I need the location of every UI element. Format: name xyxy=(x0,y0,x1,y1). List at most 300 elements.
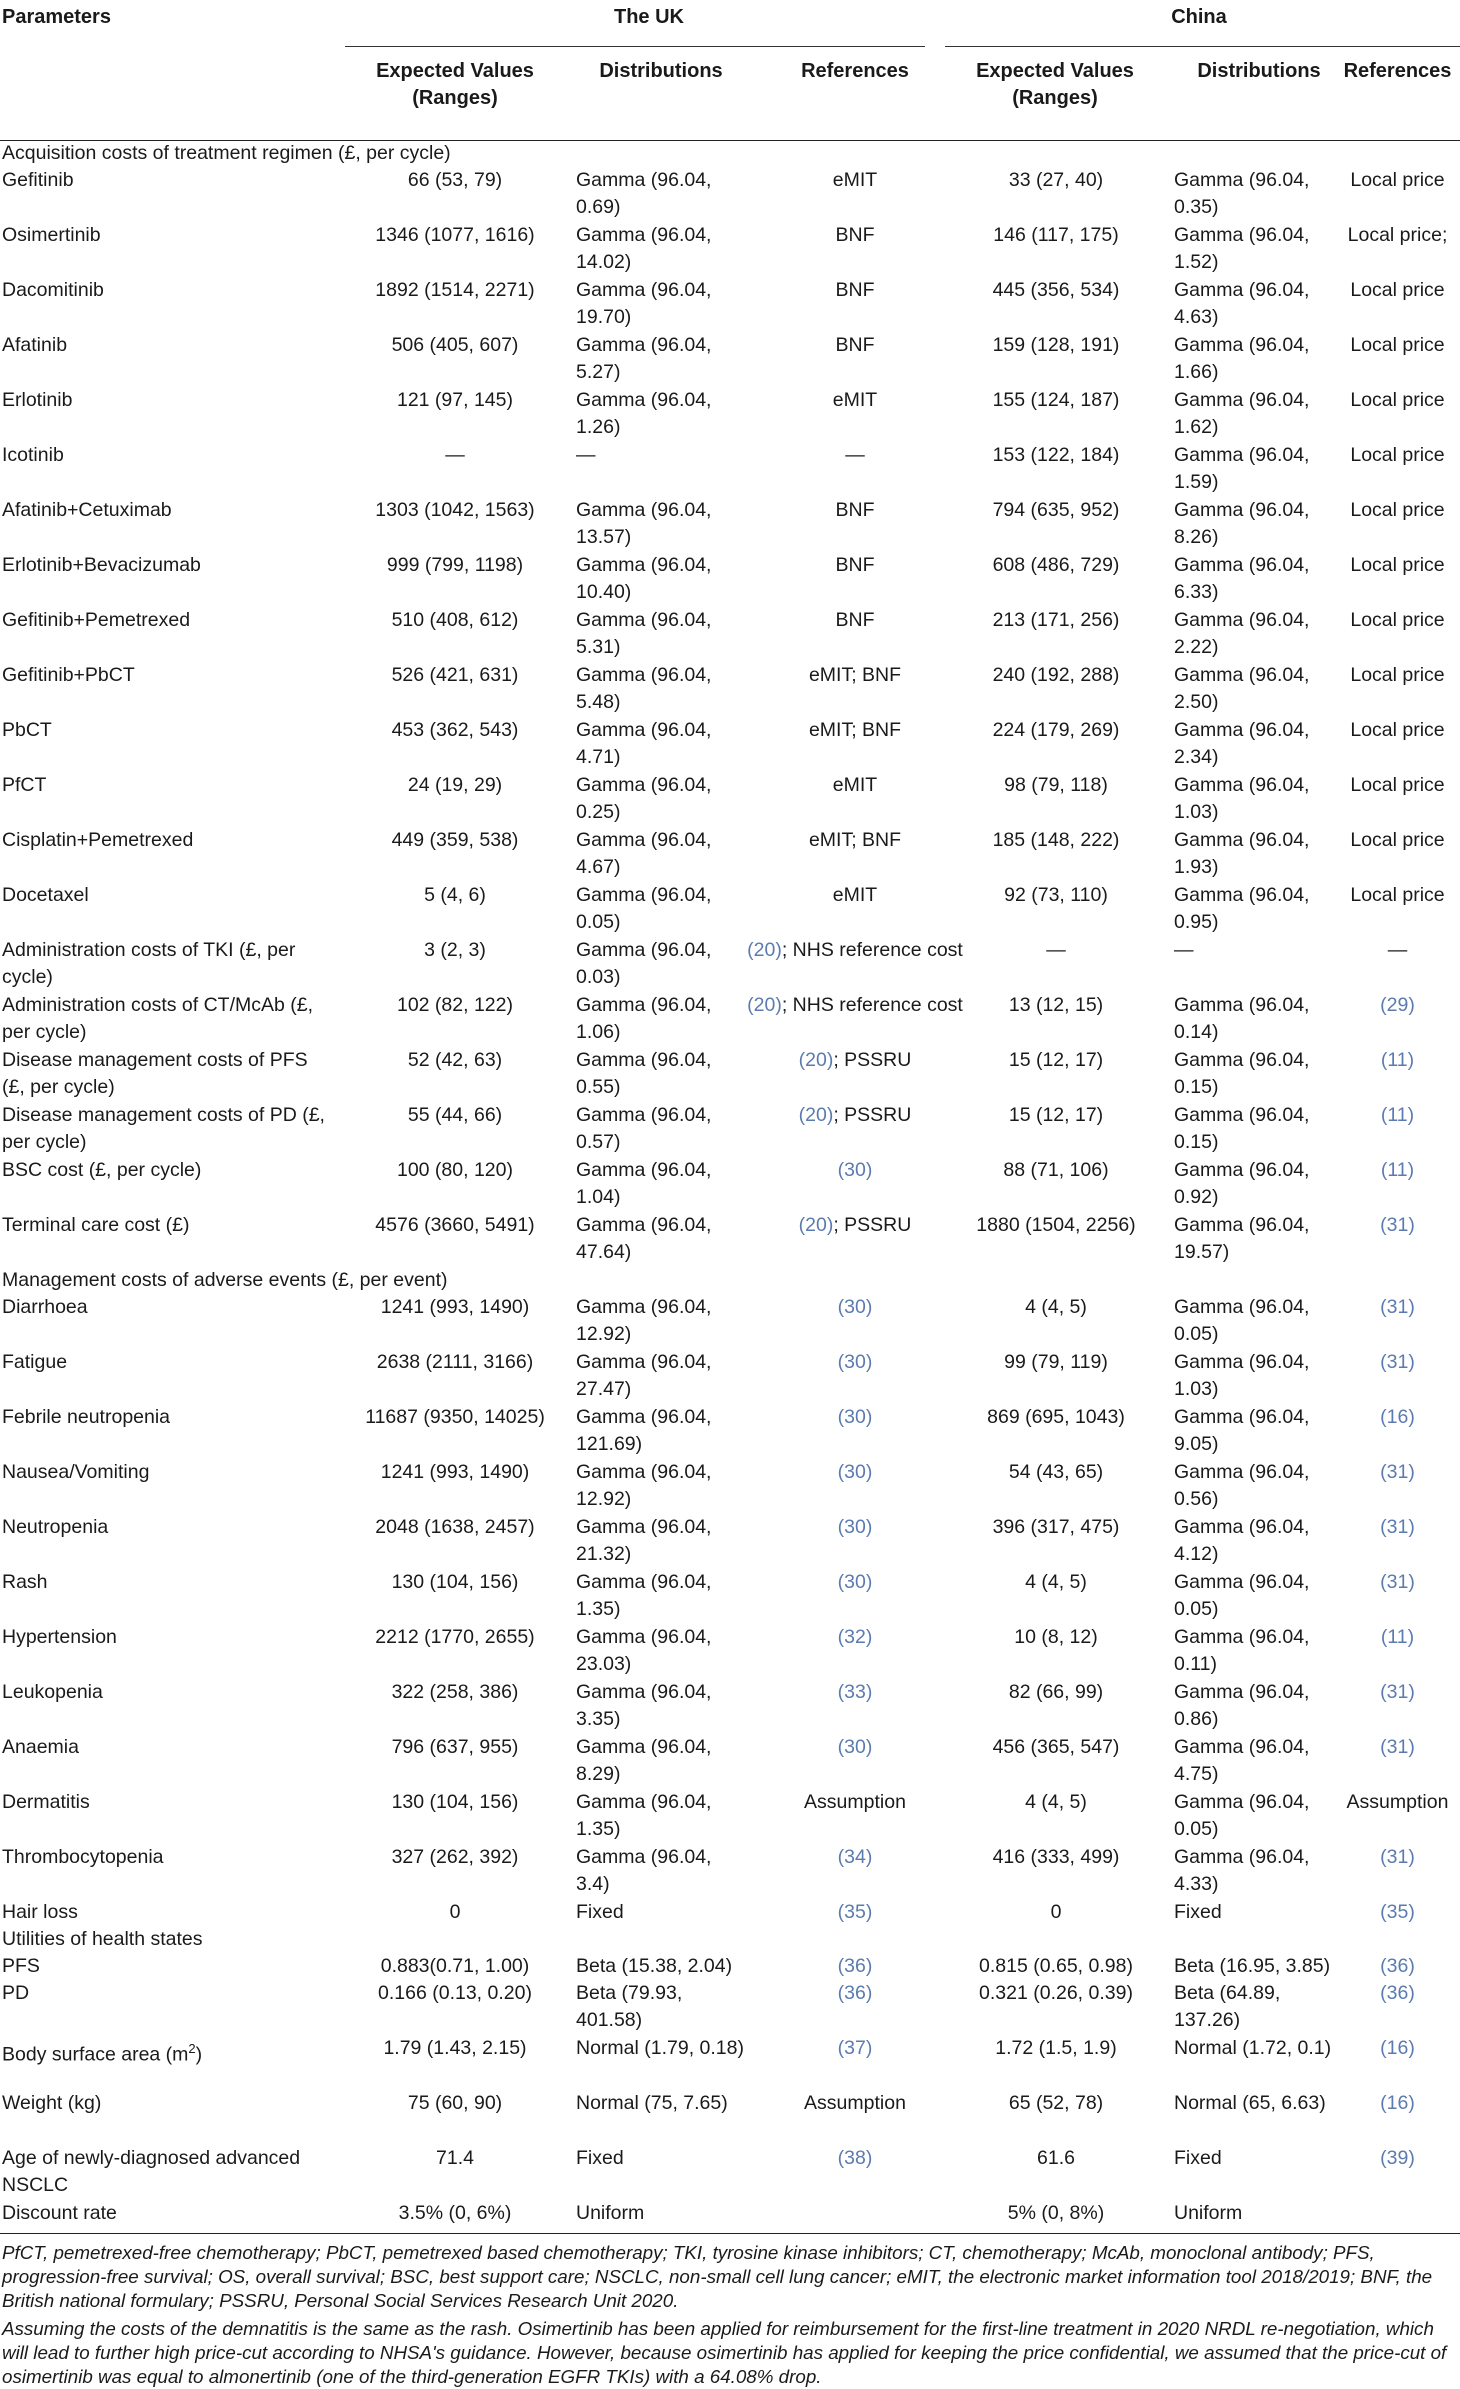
uk-reference-text: ; NHS reference cost xyxy=(781,994,963,1016)
table-row xyxy=(0,2200,1460,2227)
cn-distribution: — xyxy=(1174,939,1194,961)
parameter-text: Rash xyxy=(2,1571,48,1593)
row-parameter xyxy=(2,1157,332,1184)
cn-reference xyxy=(1335,497,1460,524)
cn-reference xyxy=(1335,882,1460,909)
table-row xyxy=(0,1047,1460,1102)
cn-expected-value: 0.815 (0.65, 0.98) xyxy=(979,1955,1133,1977)
cn-distribution: Gamma (96.04, 0.15) xyxy=(1174,1049,1310,1098)
row-parameter xyxy=(2,1102,332,1156)
cn-reference xyxy=(1335,277,1460,304)
uk-reference-text: BNF xyxy=(835,279,875,301)
citation-link[interactable]: (31) xyxy=(1380,1214,1415,1236)
uk-reference-text: BNF xyxy=(835,334,875,356)
citation-link[interactable]: (31) xyxy=(1380,1461,1415,1483)
citation-link[interactable]: (30) xyxy=(837,1351,873,1373)
parameter-text: Fatigue xyxy=(2,1351,68,1373)
cn-reference xyxy=(1335,1980,1460,2007)
uk-distribution: Gamma (96.04, 5.48) xyxy=(576,664,712,713)
uk-expected-value: 52 (42, 63) xyxy=(407,1049,503,1071)
uk-expected-value: 71.4 xyxy=(436,2147,474,2169)
china-group-rule xyxy=(945,46,1460,47)
citation-link[interactable]: (20) xyxy=(798,1214,834,1236)
row-parameter xyxy=(2,222,332,249)
cn-reference xyxy=(1335,717,1460,744)
uk-reference xyxy=(740,1844,970,1871)
cn-distribution: Gamma (96.04, 2.34) xyxy=(1174,719,1310,768)
uk-reference xyxy=(740,1212,970,1239)
table-row xyxy=(0,2145,1460,2200)
cn-distribution: Fixed xyxy=(1174,1901,1222,1923)
uk-reference xyxy=(740,442,970,469)
table-row xyxy=(0,1679,1460,1734)
uk-distribution: Gamma (96.04, 3.4) xyxy=(576,1846,712,1895)
cn-reference-text: Local price xyxy=(1350,884,1445,906)
table-row xyxy=(0,607,1460,662)
header-uk-distributions: Distributions xyxy=(599,60,723,82)
citation-link[interactable]: (16) xyxy=(1380,2037,1415,2059)
uk-distribution: Gamma (96.04, 0.57) xyxy=(576,1104,712,1153)
cn-reference-text: Local price xyxy=(1350,664,1445,686)
citation-link[interactable]: (30) xyxy=(837,1461,873,1483)
uk-distribution: Normal (1.79, 0.18) xyxy=(576,2037,744,2059)
cn-expected-value: 33 (27, 40) xyxy=(1008,169,1104,191)
uk-reference xyxy=(740,2090,970,2117)
row-parameter xyxy=(2,772,332,799)
uk-distribution: Gamma (96.04, 1.06) xyxy=(576,994,712,1043)
row-parameter xyxy=(2,1212,332,1239)
citation-link[interactable]: (16) xyxy=(1380,1406,1415,1428)
cn-expected-value: 416 (333, 499) xyxy=(992,1846,1120,1868)
uk-expected-value: 322 (258, 386) xyxy=(391,1681,519,1703)
uk-expected-value: 0 xyxy=(449,1901,461,1923)
cn-expected-value: 159 (128, 191) xyxy=(992,334,1120,356)
citation-link[interactable]: (29) xyxy=(1380,994,1415,1016)
citation-link[interactable]: (11) xyxy=(1380,1626,1415,1648)
table-row xyxy=(0,1157,1460,1212)
cn-expected-value: 445 (356, 534) xyxy=(992,279,1120,301)
uk-reference xyxy=(740,1349,970,1376)
uk-expected-value: 1241 (993, 1490) xyxy=(380,1296,530,1318)
citation-link[interactable]: (11) xyxy=(1380,1049,1415,1071)
section-title: Acquisition costs of treatment regimen (£, per cycle) xyxy=(2,142,451,164)
uk-reference xyxy=(740,332,970,359)
citation-link[interactable]: (35) xyxy=(1380,1901,1415,1923)
parameter-text: Terminal care cost (£) xyxy=(2,1214,190,1236)
cn-reference xyxy=(1335,1569,1460,1596)
uk-reference xyxy=(740,1734,970,1761)
row-parameter xyxy=(2,1514,332,1541)
table-row xyxy=(0,882,1460,937)
citation-link[interactable]: (33) xyxy=(837,1681,873,1703)
uk-distribution: Gamma (96.04, 0.25) xyxy=(576,774,712,823)
citation-link[interactable]: (36) xyxy=(1380,1982,1415,2004)
row-parameter xyxy=(2,552,332,579)
uk-expected-value: 453 (362, 543) xyxy=(391,719,519,741)
row-parameter xyxy=(2,332,332,359)
citation-link[interactable]: (30) xyxy=(837,1159,873,1181)
uk-reference-text: BNF xyxy=(835,224,875,246)
cn-distribution: Gamma (96.04, 19.57) xyxy=(1174,1214,1310,1263)
cn-reference xyxy=(1335,1212,1460,1239)
parameter-text: Osimertinib xyxy=(2,224,101,246)
table-row xyxy=(0,1844,1460,1899)
cn-distribution: Gamma (96.04, 1.59) xyxy=(1174,444,1310,493)
cn-expected-value: 146 (117, 175) xyxy=(993,224,1119,246)
row-parameter xyxy=(2,992,332,1046)
uk-reference xyxy=(740,1294,970,1321)
table-row xyxy=(0,1899,1460,1926)
uk-reference-text: eMIT; BNF xyxy=(808,664,902,686)
parameter-text: BSC cost (£, per cycle) xyxy=(2,1159,202,1181)
cn-expected-value: 54 (43, 65) xyxy=(1008,1461,1104,1483)
cn-distribution: Gamma (96.04, 0.05) xyxy=(1174,1791,1310,1840)
table-row xyxy=(0,992,1460,1047)
uk-reference-text: eMIT xyxy=(832,774,878,796)
parameter-text: Icotinib xyxy=(2,444,64,466)
row-parameter xyxy=(2,937,332,991)
uk-distribution: Uniform xyxy=(576,2202,645,2224)
cn-distribution: Gamma (96.04, 2.50) xyxy=(1174,664,1310,713)
cn-reference-text: Local price xyxy=(1350,169,1445,191)
uk-reference xyxy=(740,937,970,964)
uk-distribution: Gamma (96.04, 21.32) xyxy=(576,1516,712,1565)
citation-link[interactable]: (39) xyxy=(1380,2147,1415,2169)
uk-reference xyxy=(740,1514,970,1541)
uk-reference xyxy=(740,827,970,854)
cn-reference-text: Local price xyxy=(1350,444,1445,466)
citation-link[interactable]: (31) xyxy=(1380,1736,1415,1758)
parameter-text: Discount rate xyxy=(2,2202,117,2224)
cn-expected-value: 15 (12, 17) xyxy=(1008,1049,1104,1071)
table-header-group xyxy=(0,0,1460,109)
table-bottom-rule xyxy=(0,2233,1460,2234)
table-row xyxy=(0,387,1460,442)
citation-link[interactable]: (32) xyxy=(837,1626,873,1648)
uk-expected-value: 0.883(0.71, 1.00) xyxy=(380,1955,530,1977)
table-row xyxy=(0,1294,1460,1349)
cn-distribution: Gamma (96.04, 1.52) xyxy=(1174,224,1310,273)
cn-expected-value: 4 (4, 5) xyxy=(1025,1296,1087,1318)
parameter-text: Dacomitinib xyxy=(2,279,104,301)
citation-link[interactable]: (36) xyxy=(1380,1955,1415,1977)
cn-expected-value: 869 (695, 1043) xyxy=(987,1406,1125,1428)
cn-distribution: Normal (1.72, 0.1) xyxy=(1174,2037,1332,2059)
superscript: 2 xyxy=(188,2041,196,2056)
cn-distribution: Gamma (96.04, 1.93) xyxy=(1174,829,1310,878)
table-row xyxy=(0,442,1460,497)
cn-expected-value: 99 (79, 119) xyxy=(1004,1351,1108,1373)
uk-distribution: Gamma (96.04, 27.47) xyxy=(576,1351,712,1400)
uk-reference xyxy=(740,1953,970,1980)
uk-expected-value: 1892 (1514, 2271) xyxy=(375,279,535,301)
citation-link[interactable]: (34) xyxy=(837,1846,873,1868)
uk-reference xyxy=(740,1569,970,1596)
uk-distribution: Gamma (96.04, 23.03) xyxy=(576,1626,712,1675)
citation-link[interactable]: (30) xyxy=(837,1571,873,1593)
uk-reference xyxy=(740,1404,970,1431)
uk-expected-value: 526 (421, 631) xyxy=(391,664,519,686)
table-row xyxy=(0,1459,1460,1514)
uk-reference-text: eMIT; BNF xyxy=(808,829,902,851)
cn-expected-value: 65 (52, 78) xyxy=(1008,2092,1104,2114)
cn-expected-value: 608 (486, 729) xyxy=(992,554,1120,576)
uk-distribution: Gamma (96.04, 1.35) xyxy=(576,1791,712,1840)
uk-reference-text: ; PSSRU xyxy=(833,1049,912,1071)
cn-reference xyxy=(1335,2090,1460,2117)
parameter-text: Afatinib xyxy=(2,334,68,356)
uk-expected-value: 796 (637, 955) xyxy=(391,1736,519,1758)
cn-expected-value: 5% (0, 8%) xyxy=(1007,2202,1105,2224)
uk-reference xyxy=(740,1899,970,1926)
uk-reference xyxy=(740,882,970,909)
uk-reference xyxy=(740,1789,970,1816)
cn-distribution: Gamma (96.04, 6.33) xyxy=(1174,554,1310,603)
row-parameter xyxy=(2,717,332,744)
cn-reference xyxy=(1335,1294,1460,1321)
row-parameter xyxy=(2,2200,332,2227)
uk-distribution: Gamma (96.04, 5.27) xyxy=(576,334,712,383)
uk-expected-value: 999 (799, 1198) xyxy=(386,554,524,576)
row-parameter xyxy=(2,1980,332,2007)
uk-distribution: Gamma (96.04, 3.35) xyxy=(576,1681,712,1730)
row-parameter xyxy=(2,387,332,414)
header-uk-references: References xyxy=(801,60,909,82)
uk-distribution: Beta (79.93, 401.58) xyxy=(576,1982,683,2031)
cn-expected-value: 396 (317, 475) xyxy=(992,1516,1120,1538)
parameter-text: Neutropenia xyxy=(2,1516,109,1538)
uk-reference xyxy=(740,1624,970,1651)
parameter-text: Diarrhoea xyxy=(2,1296,88,1318)
section-title: Utilities of health states xyxy=(2,1928,203,1950)
header-uk-expected: Expected Values (Ranges) xyxy=(376,60,534,109)
citation-link[interactable]: (37) xyxy=(837,2037,873,2059)
cn-distribution: Gamma (96.04, 1.03) xyxy=(1174,1351,1310,1400)
cn-reference-text: Local price xyxy=(1350,829,1445,851)
table-row xyxy=(0,1789,1460,1844)
uk-expected-value: 2048 (1638, 2457) xyxy=(375,1516,535,1538)
uk-reference-text: Assumption xyxy=(804,1791,906,1813)
parameter-text: Thrombocytopenia xyxy=(2,1846,164,1868)
cn-reference xyxy=(1335,1734,1460,1761)
row-parameter xyxy=(2,167,332,194)
parameter-text: Administration costs of TKI (£, per cycle) xyxy=(2,939,296,988)
table-row xyxy=(0,1404,1460,1459)
parameter-text: Hypertension xyxy=(2,1626,117,1648)
parameter-text: Gefitinib+PbCT xyxy=(2,664,135,686)
row-parameter xyxy=(2,1844,332,1871)
parameter-text: Docetaxel xyxy=(2,884,89,906)
cn-reference xyxy=(1335,222,1460,249)
parameter-text: PfCT xyxy=(2,774,47,796)
citation-link[interactable]: (31) xyxy=(1380,1296,1415,1318)
table-row xyxy=(0,1953,1460,1980)
cn-reference xyxy=(1335,1789,1460,1816)
citation-link[interactable]: (31) xyxy=(1380,1681,1415,1703)
uk-reference-text: eMIT xyxy=(832,389,878,411)
uk-expected-value: 121 (97, 145) xyxy=(396,389,513,411)
table-row xyxy=(0,772,1460,827)
uk-expected-value: 75 (60, 90) xyxy=(407,2092,503,2114)
citation-link[interactable]: (31) xyxy=(1380,1351,1415,1373)
uk-reference xyxy=(740,772,970,799)
cn-distribution: Gamma (96.04, 1.62) xyxy=(1174,389,1310,438)
cn-expected-value: 92 (73, 110) xyxy=(1004,884,1108,906)
parameter-text: Gefitinib xyxy=(2,169,74,191)
parameter-text: Disease management costs of PD (£, per cycle) xyxy=(2,1104,325,1153)
citation-link[interactable]: (36) xyxy=(837,1955,873,1977)
row-parameter xyxy=(2,497,332,524)
cn-reference xyxy=(1335,1459,1460,1486)
citation-link[interactable]: (11) xyxy=(1380,1159,1415,1181)
cn-reference xyxy=(1335,662,1460,689)
cn-reference-text: Assumption xyxy=(1346,1791,1449,1813)
cn-reference xyxy=(1335,332,1460,359)
cn-reference xyxy=(1335,1514,1460,1541)
cn-distribution: Gamma (96.04, 0.05) xyxy=(1174,1571,1310,1620)
header-cn-expected: Expected Values (Ranges) xyxy=(976,60,1134,109)
cn-reference-text: Local price xyxy=(1350,774,1445,796)
cn-reference-text: Local price xyxy=(1350,609,1445,631)
cn-distribution: Normal (65, 6.63) xyxy=(1174,2092,1326,2114)
parameter-text: Anaemia xyxy=(2,1736,79,1758)
uk-expected-value: 4576 (3660, 5491) xyxy=(375,1214,535,1236)
cn-distribution: Gamma (96.04, 0.95) xyxy=(1174,884,1310,933)
cn-reference xyxy=(1335,2035,1460,2062)
citation-link[interactable]: (35) xyxy=(837,1901,873,1923)
uk-distribution: Beta (15.38, 2.04) xyxy=(576,1955,733,1977)
uk-reference-text: BNF xyxy=(835,609,875,631)
uk-reference xyxy=(740,1980,970,2007)
uk-distribution: Gamma (96.04, 0.05) xyxy=(576,884,712,933)
uk-expected-value: 3.5% (0, 6%) xyxy=(398,2202,512,2224)
table-row xyxy=(0,167,1460,222)
citation-link[interactable]: (30) xyxy=(837,1736,873,1758)
uk-expected-value: — xyxy=(445,444,465,466)
cn-expected-value: 240 (192, 288) xyxy=(992,664,1120,686)
cn-distribution: Gamma (96.04, 2.22) xyxy=(1174,609,1310,658)
row-parameter xyxy=(2,1953,332,1980)
uk-distribution: Gamma (96.04, 10.40) xyxy=(576,554,712,603)
citation-link[interactable]: (11) xyxy=(1380,1104,1415,1126)
citation-link[interactable]: (30) xyxy=(837,1296,873,1318)
uk-reference xyxy=(740,222,970,249)
row-parameter xyxy=(2,1899,332,1926)
citation-link[interactable]: (31) xyxy=(1380,1846,1415,1868)
uk-expected-value: 3 (2, 3) xyxy=(424,939,486,961)
cn-reference xyxy=(1335,552,1460,579)
parameter-text: Age of newly-diagnosed advanced NSCLC xyxy=(2,2147,301,2196)
uk-reference-text: BNF xyxy=(835,499,875,521)
cn-distribution: Beta (16.95, 3.85) xyxy=(1174,1955,1331,1977)
cn-reference xyxy=(1335,607,1460,634)
uk-distribution: Gamma (96.04, 5.31) xyxy=(576,609,712,658)
uk-expected-value: 510 (408, 612) xyxy=(391,609,519,631)
citation-link[interactable]: (20) xyxy=(747,939,782,961)
cn-distribution: Gamma (96.04, 4.75) xyxy=(1174,1736,1310,1785)
row-parameter xyxy=(2,1294,332,1321)
table-row xyxy=(0,497,1460,552)
cn-expected-value: 1.72 (1.5, 1.9) xyxy=(995,2037,1117,2059)
uk-expected-value: 11687 (9350, 14025) xyxy=(365,1406,545,1428)
table-row xyxy=(0,1212,1460,1267)
parameter-text: Body surface area (m xyxy=(2,2043,189,2066)
cn-reference xyxy=(1335,827,1460,854)
uk-expected-value: 2212 (1770, 2655) xyxy=(375,1626,535,1648)
row-parameter xyxy=(2,1789,332,1816)
cn-reference xyxy=(1335,1679,1460,1706)
uk-expected-value: 102 (82, 122) xyxy=(396,994,513,1016)
uk-reference xyxy=(740,277,970,304)
cn-distribution: Gamma (96.04, 0.35) xyxy=(1174,169,1310,218)
uk-reference xyxy=(740,1047,970,1074)
citation-link[interactable]: (36) xyxy=(837,1982,873,2004)
cn-reference xyxy=(1335,2145,1460,2172)
cn-reference-text: — xyxy=(1387,939,1408,961)
row-parameter xyxy=(2,1349,332,1376)
uk-group-rule xyxy=(345,46,925,47)
citation-link[interactable]: (38) xyxy=(837,2147,873,2169)
cn-expected-value: 1880 (1504, 2256) xyxy=(976,1214,1136,1236)
cn-expected-value: 794 (635, 952) xyxy=(992,499,1120,521)
citation-link[interactable]: (16) xyxy=(1380,2092,1415,2114)
cn-reference xyxy=(1335,1844,1460,1871)
citation-link[interactable]: (31) xyxy=(1380,1516,1415,1538)
row-parameter xyxy=(2,1679,332,1706)
parameter-text: Hair loss xyxy=(2,1901,78,1923)
cn-expected-value: 10 (8, 12) xyxy=(1014,1626,1098,1648)
row-parameter xyxy=(2,1459,332,1486)
citation-link[interactable]: (31) xyxy=(1380,1571,1415,1593)
cn-expected-value: 0.321 (0.26, 0.39) xyxy=(979,1982,1133,2004)
parameter-text: Nausea/Vomiting xyxy=(2,1461,150,1483)
parameter-text: Gefitinib+Pemetrexed xyxy=(2,609,191,631)
table-row xyxy=(0,277,1460,332)
cn-reference xyxy=(1335,1899,1460,1926)
cn-reference xyxy=(1335,1349,1460,1376)
cn-expected-value: 153 (122, 184) xyxy=(992,444,1120,466)
uk-distribution: Gamma (96.04, 14.02) xyxy=(576,224,712,273)
citation-link[interactable]: (20) xyxy=(798,1049,834,1071)
citation-link[interactable]: (20) xyxy=(798,1104,834,1126)
citation-link[interactable]: (30) xyxy=(837,1516,873,1538)
parameter-text: Leukopenia xyxy=(2,1681,103,1703)
cn-distribution: Gamma (96.04, 9.05) xyxy=(1174,1406,1310,1455)
section-row xyxy=(0,1926,1460,1953)
citation-link[interactable]: (30) xyxy=(837,1406,873,1428)
cn-reference-text: Local price; xyxy=(1347,224,1448,246)
cn-expected-value: 13 (12, 15) xyxy=(1008,994,1104,1016)
uk-reference-text: BNF xyxy=(835,554,875,576)
uk-expected-value: 506 (405, 607) xyxy=(391,334,519,356)
cn-expected-value: 4 (4, 5) xyxy=(1025,1571,1087,1593)
cn-reference xyxy=(1335,1624,1460,1651)
table-row xyxy=(0,2035,1460,2090)
table-row xyxy=(0,2090,1460,2145)
cn-reference xyxy=(1335,992,1460,1019)
cn-expected-value: 213 (171, 256) xyxy=(992,609,1120,631)
uk-distribution: Gamma (96.04, 1.04) xyxy=(576,1159,712,1208)
citation-link[interactable]: (20) xyxy=(747,994,782,1016)
cn-reference-text: Local price xyxy=(1350,279,1445,301)
cn-reference xyxy=(1335,1047,1460,1074)
table-row xyxy=(0,827,1460,882)
cn-distribution: Gamma (96.04, 1.66) xyxy=(1174,334,1310,383)
table-row xyxy=(0,662,1460,717)
uk-reference-text: ; PSSRU xyxy=(833,1214,912,1236)
uk-expected-value: 1303 (1042, 1563) xyxy=(375,499,535,521)
cn-distribution: Gamma (96.04, 0.15) xyxy=(1174,1104,1310,1153)
